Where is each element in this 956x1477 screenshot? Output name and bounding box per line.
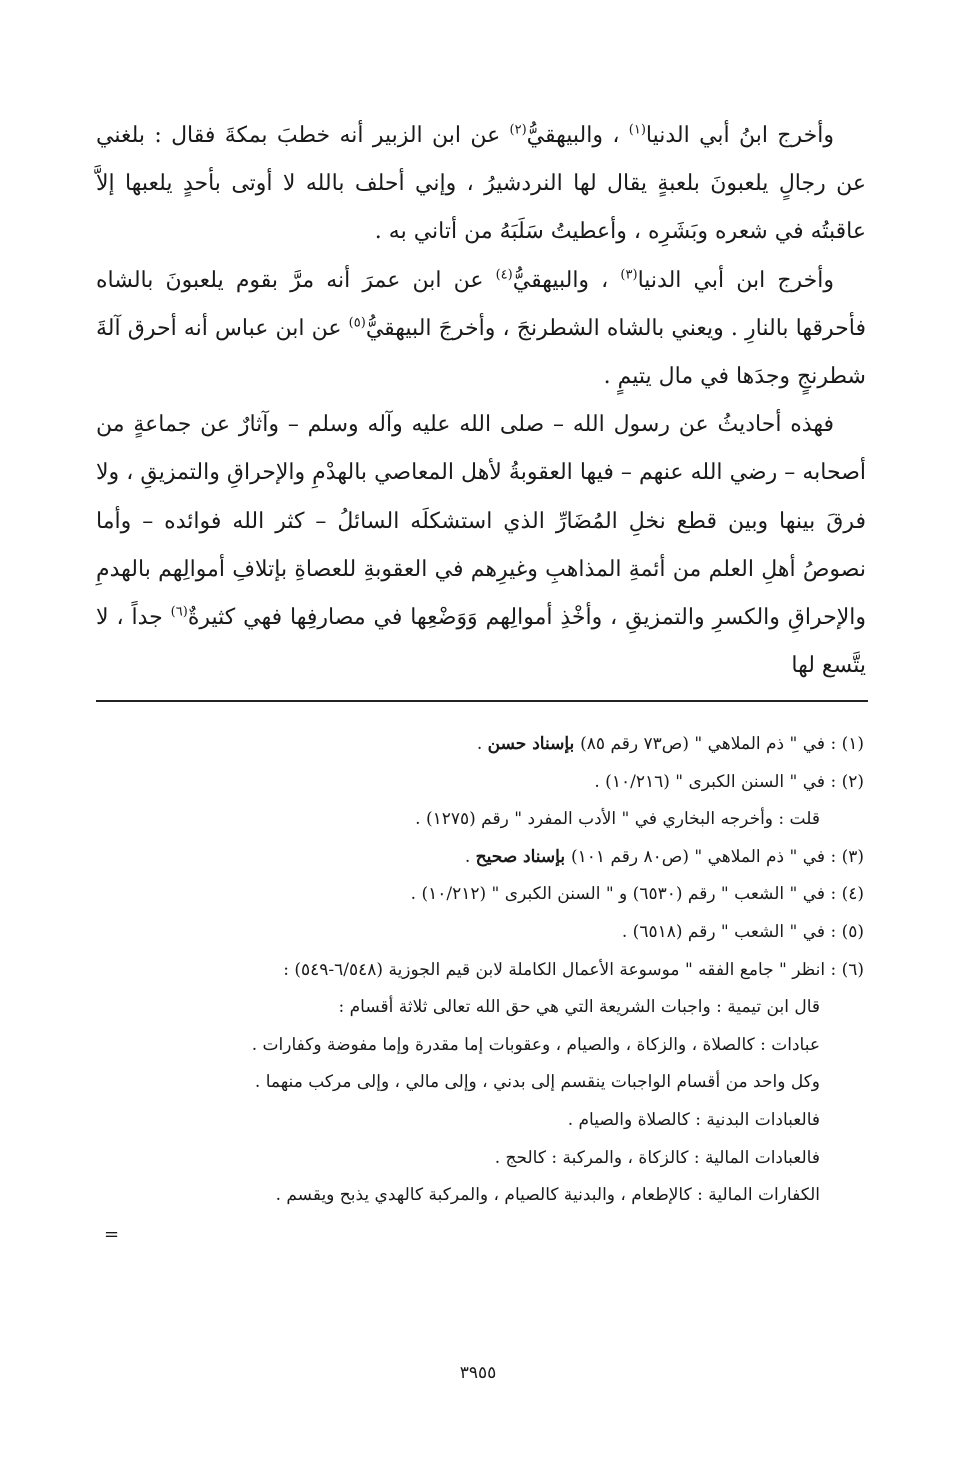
footnote-1: (١) : في " ذم الملاهي " (ص٧٣ رقم ٨٥) بإسناد حسن . — [476, 734, 864, 754]
footnote-6-line: فالعبادات البدنية : كالصلاة والصيام . — [567, 1109, 820, 1130]
footnote-6-line: قال ابن تيمية : واجبات الشريعة التي هي حق الله تعالى ثلاثة أقسام : — [338, 997, 820, 1018]
footnote-5: (٥) : في " الشعب " رقم (٦٥١٨) . — [621, 921, 864, 942]
main-text — [96, 112, 866, 690]
footnote-6-line: وكل واحد من أقسام الواجبات ينقسم إلى بدني ، وإلى مالي ، وإلى مركب منهما . — [254, 1072, 820, 1093]
footnote-ref-5[interactable]: (٥) — [348, 315, 366, 331]
paragraph-1: وأخرج ابنُ أبي الدنيا$^{(١)}$ ، والبيهقيُّ$^{(٢)}$ عن ابن الزبير أنه خطبَ بمكةَ فقال : بلغني عن رجالٍ يلعبونَ بلعبةٍ يقال لها النردشيرُ ، وإني أحلف بالله لا أوتى بأحدٍ يلعبها إلاَّ عاقبتُه في شعره وبَشَرِه ، وأعطيتُ سَلَبَهُ من أتاني به . — [96, 122, 867, 245]
page-number: ٣٩٥٥ — [459, 1363, 497, 1383]
paragraph-2: وأخرج ابن أبي الدنيا$^{(٣)}$ ، والبيهقيُّ$^{(٤)}$ عن ابن عمرَ أنه مرَّ بقوم يلعبونَ بالشاه فأحرقها بالنارِ . ويعني بالشاه الشطرنجَ ، وأخرجَ البيهقيُّ$^{(٥)}$ عن ابن عباس أنه أحرق آلةَ شطرنجٍ وجدَها في مال يتيمٍ . — [96, 267, 866, 390]
footnote-4: (٤) : في " الشعب " رقم (٦٥٣٠) و " السنن الكبرى " (١٠/٢١٢) . — [410, 884, 864, 905]
footnote-2-note: قلت : وأخرجه البخاري في " الأدب المفرد " رقم (١٢٧٥) . — [415, 809, 820, 830]
continuation-mark: = — [104, 1224, 120, 1245]
footnote-separator — [96, 700, 868, 702]
footnote-6: (٦) : انظر " جامع الفقه " موسوعة الأعمال الكاملة لابن قيم الجوزية (٦/٥٤٨-٥٤٩) : — [283, 959, 864, 980]
footnote-2: (٢) : في " السنن الكبرى " (١٠/٢١٦) . — [594, 771, 864, 792]
footnote-6-line: فالعبادات المالية : كالزكاة ، والمركبة : كالحج . — [494, 1147, 820, 1168]
footnote-3: (٣) : في " ذم الملاهي " (ص٨٠ رقم ١٠١) بإسناد صحيح . — [464, 846, 864, 867]
footnote-6-line: عبادات : كالصلاة ، والزكاة ، والصيام ، وعقوبات إما مقدرة وإما مفوضة وكفارات . — [251, 1034, 820, 1055]
footnote-ref-3[interactable]: (٣) — [620, 267, 638, 283]
footnotes — [84, 726, 864, 1215]
footnote-ref-1[interactable]: (١) — [628, 122, 646, 138]
footnote-ref-4[interactable]: (٤) — [495, 267, 513, 283]
paragraph-3: فهذه أحاديثُ عن رسول الله – صلى الله عليه وآله وسلم – وآثارٌ عن جماعةٍ من أصحابه – رضي الله عنهم – فيها العقوبةُ لأهل المعاصي بالهدْمِ والإحراقِ والتمزيقِ ، ولا فرقَ بينها وبين قطع نخلِ المُضَارِّ الذي استشكلَه السائلُ – كثر الله فوائده – وأما نصوصُ أهلِ العلم من أئمةِ المذاهبِ وغيرِهم في العقوبةِ للعصاةِ بإتلافِ أموالِهم بالهدمِ والإحراقِ والكسرِ والتمزيقِ ، وأخْذِ أموالِهم وَوَضْعِها في مصارفِها فهي كثيرةٌ$^{(٦)}$ جداً ، لا يتَّسع لها — [96, 412, 867, 679]
footnote-6-line: الكفارات المالية : كالإطعام ، والبدنية كالصيام ، والمركبة كالهدي يذبح ويقسم . — [275, 1185, 820, 1206]
footnote-ref-6[interactable]: (٦) — [170, 604, 188, 620]
footnote-ref-2[interactable]: (٢) — [509, 122, 527, 138]
